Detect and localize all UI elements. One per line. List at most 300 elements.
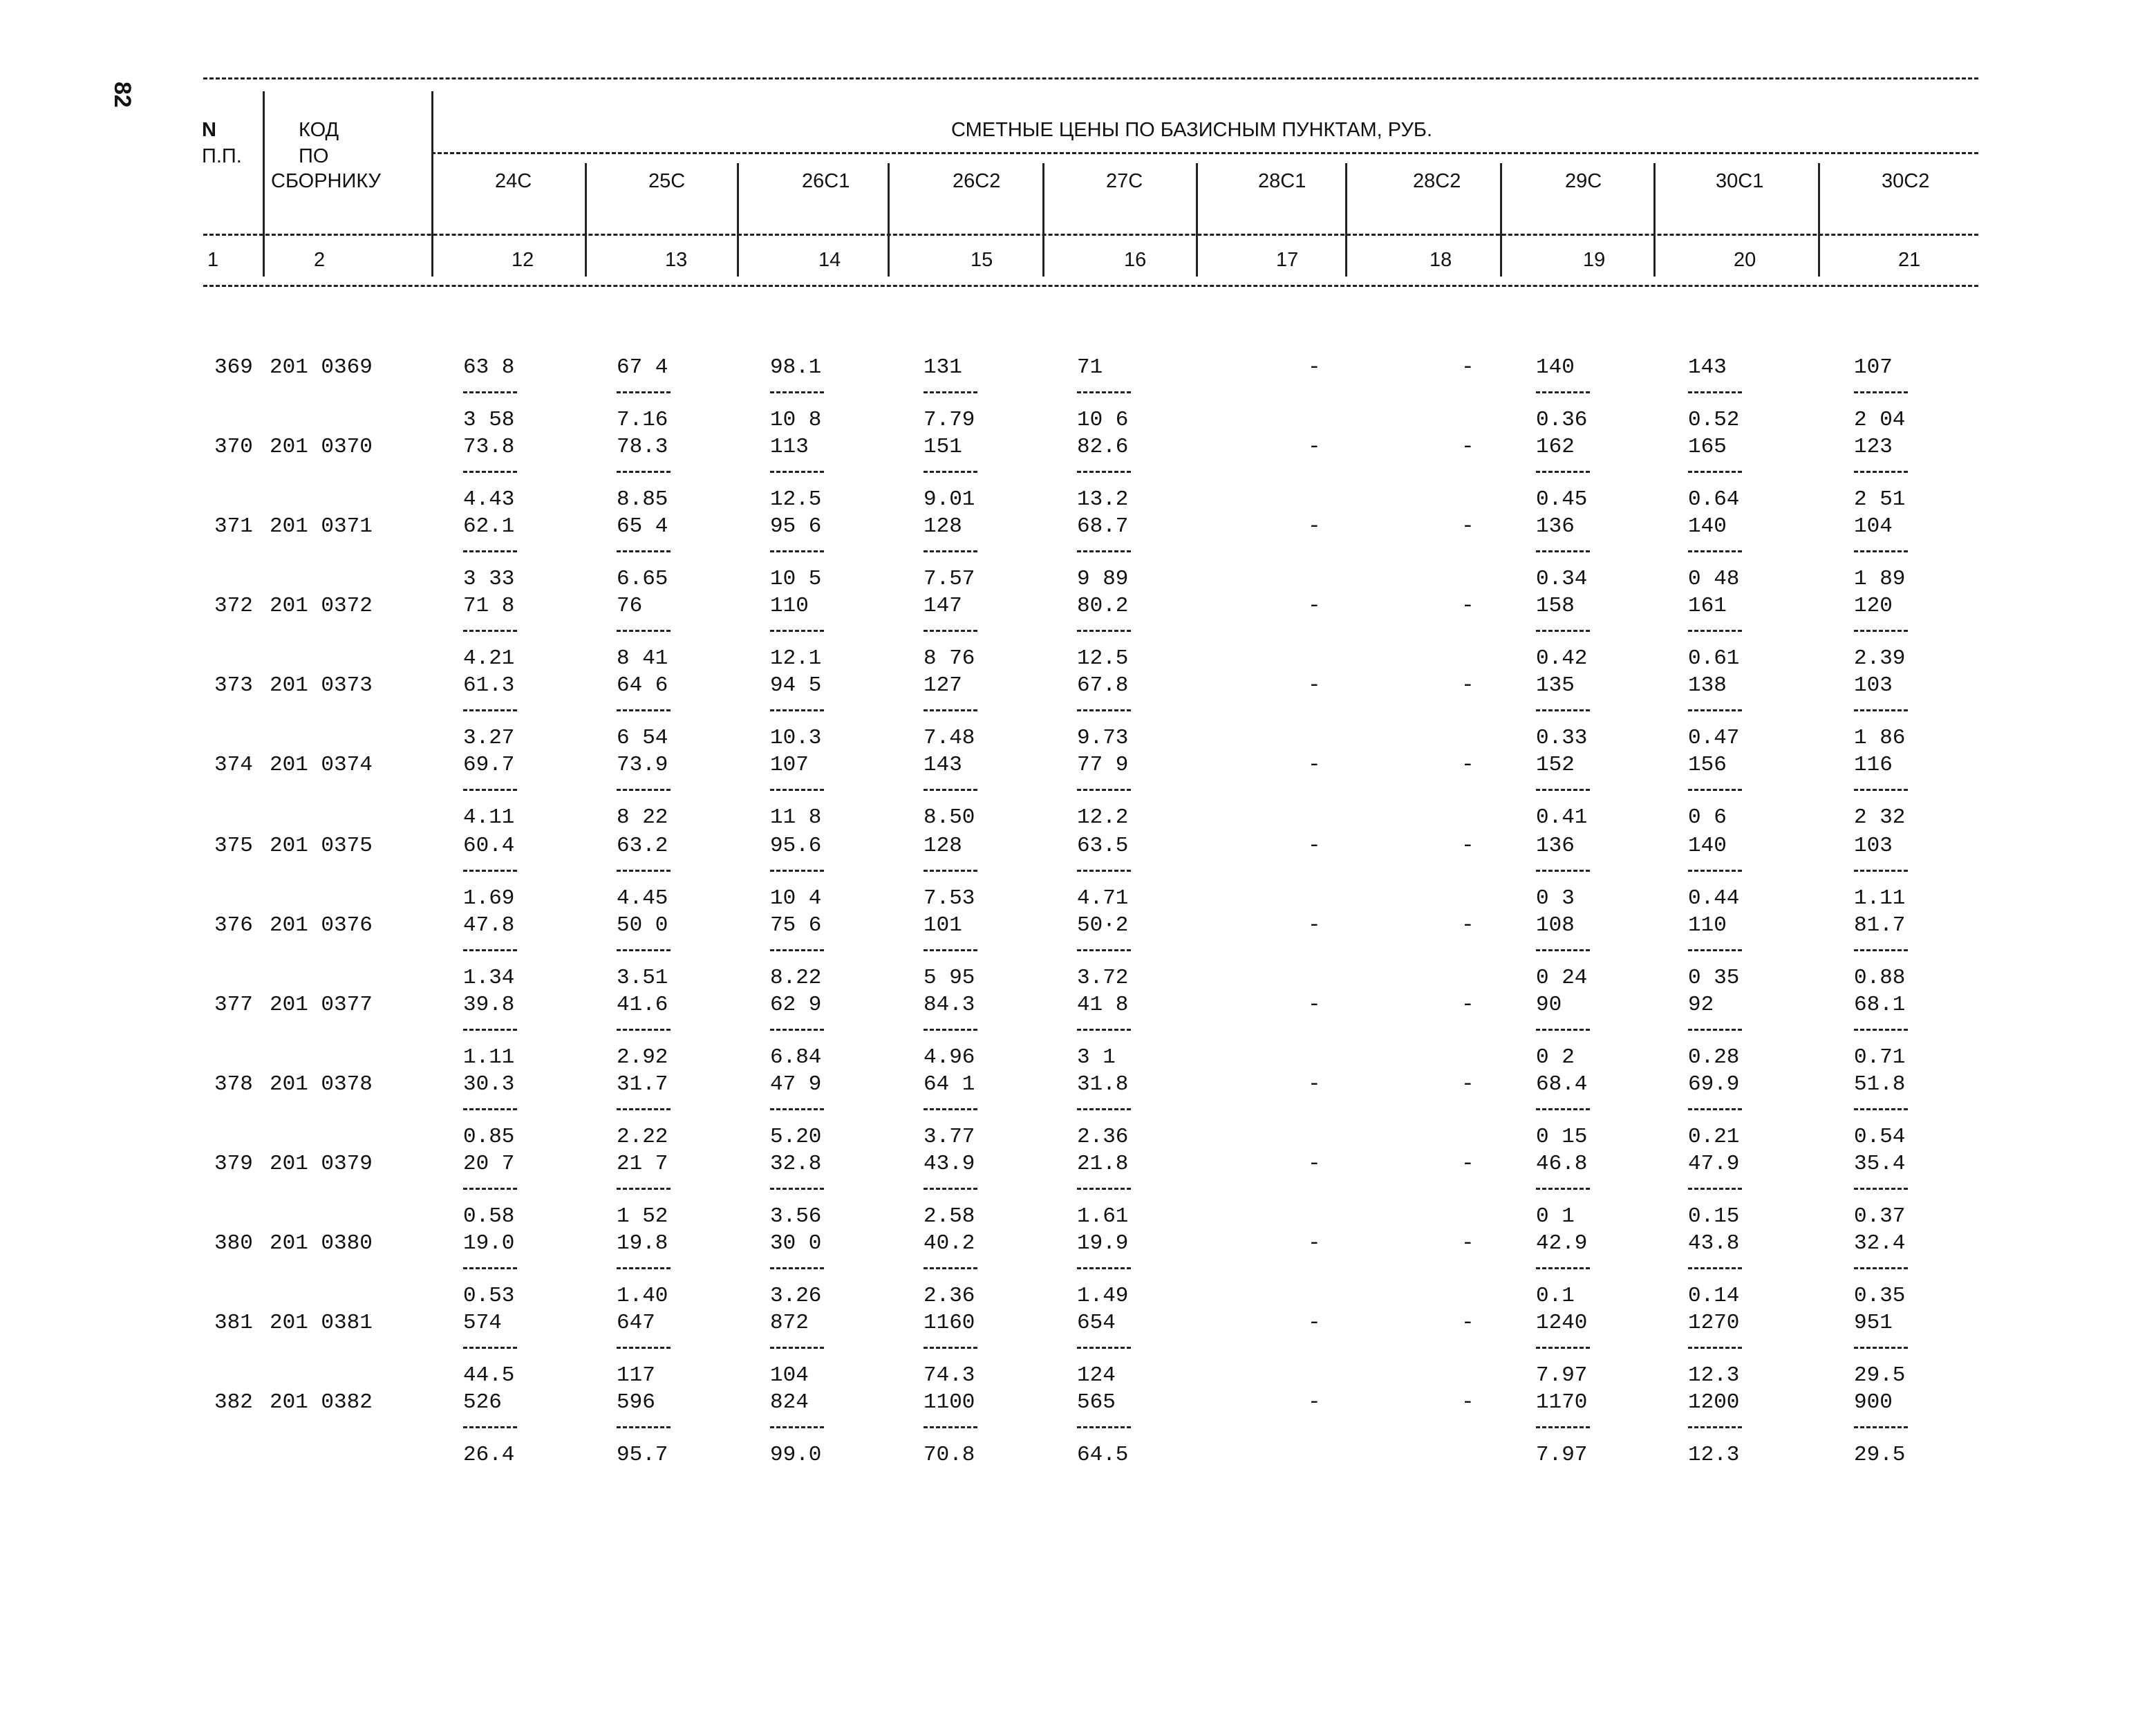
price-denominator: 4.71 bbox=[1077, 886, 1129, 910]
price-numerator: 107 bbox=[770, 753, 809, 777]
price-numerator: 140 bbox=[1536, 355, 1575, 380]
price-missing-dash: - bbox=[1461, 753, 1474, 777]
price-numerator: 19.8 bbox=[617, 1231, 668, 1255]
price-numerator: 71 8 bbox=[463, 594, 515, 618]
fraction-bar bbox=[1854, 709, 1908, 711]
column-number: 14 bbox=[818, 249, 841, 271]
price-numerator: 1100 bbox=[924, 1390, 975, 1414]
fraction-bar bbox=[924, 870, 977, 872]
row-code: 201 0377 bbox=[270, 993, 373, 1017]
fraction-bar bbox=[463, 789, 517, 791]
price-missing-dash: - bbox=[1461, 1072, 1474, 1096]
fraction-bar bbox=[1536, 1347, 1590, 1349]
price-numerator: 138 bbox=[1688, 673, 1727, 698]
fraction-bar bbox=[770, 949, 824, 951]
price-numerator: 64 1 bbox=[924, 1072, 975, 1096]
price-numerator: 94 5 bbox=[770, 673, 822, 698]
price-numerator: 67 4 bbox=[617, 355, 668, 380]
price-numerator: 77 9 bbox=[1077, 753, 1129, 777]
price-numerator: 654 bbox=[1077, 1311, 1116, 1335]
fraction-bar bbox=[463, 630, 517, 632]
price-denominator: 3.56 bbox=[770, 1204, 822, 1229]
price-numerator: 68.4 bbox=[1536, 1072, 1588, 1096]
fraction-bar bbox=[617, 391, 671, 393]
price-numerator: 1240 bbox=[1536, 1311, 1588, 1335]
price-denominator: 5.20 bbox=[770, 1125, 822, 1149]
fraction-bar bbox=[1688, 870, 1742, 872]
fraction-bar bbox=[924, 1108, 977, 1110]
price-column-header: 30С2 bbox=[1882, 170, 1930, 192]
fraction-bar bbox=[1077, 471, 1131, 473]
price-numerator: 76 bbox=[617, 594, 643, 618]
price-numerator: 73.8 bbox=[463, 435, 515, 459]
price-numerator: 21.8 bbox=[1077, 1152, 1129, 1176]
price-denominator: 104 bbox=[770, 1363, 809, 1388]
col-n-header-line1: N bbox=[202, 119, 216, 141]
fraction-bar bbox=[770, 1029, 824, 1031]
price-denominator: 7.53 bbox=[924, 886, 975, 910]
price-denominator: 2.92 bbox=[617, 1045, 668, 1070]
row-code: 201 0381 bbox=[270, 1311, 373, 1335]
price-denominator: 64.5 bbox=[1077, 1443, 1129, 1467]
fraction-bar bbox=[463, 1347, 517, 1349]
price-missing-dash: - bbox=[1461, 514, 1474, 539]
fraction-bar bbox=[1536, 471, 1590, 473]
price-denominator: 99.0 bbox=[770, 1443, 822, 1467]
price-numerator: 20 7 bbox=[463, 1152, 515, 1176]
fraction-bar bbox=[1854, 1108, 1908, 1110]
price-denominator: 44.5 bbox=[463, 1363, 515, 1388]
price-denominator: 4.21 bbox=[463, 646, 515, 671]
price-denominator: 8.85 bbox=[617, 487, 668, 512]
price-denominator: 1.49 bbox=[1077, 1284, 1129, 1308]
price-denominator: 26.4 bbox=[463, 1443, 515, 1467]
fraction-bar bbox=[770, 1188, 824, 1190]
price-denominator: 0.33 bbox=[1536, 726, 1588, 750]
price-numerator: 128 bbox=[924, 514, 962, 539]
fraction-bar bbox=[1688, 949, 1742, 951]
price-denominator: 10.3 bbox=[770, 726, 822, 750]
price-numerator: 60.4 bbox=[463, 834, 515, 858]
price-denominator: 2.58 bbox=[924, 1204, 975, 1229]
fraction-bar bbox=[1536, 1188, 1590, 1190]
price-numerator: 19.0 bbox=[463, 1231, 515, 1255]
price-missing-dash: - bbox=[1461, 355, 1474, 380]
price-numerator: 32.8 bbox=[770, 1152, 822, 1176]
price-numerator: 143 bbox=[924, 753, 962, 777]
price-denominator: 2.36 bbox=[924, 1284, 975, 1308]
price-denominator: 12.5 bbox=[1077, 646, 1129, 671]
fraction-bar bbox=[1536, 550, 1590, 552]
price-numerator: 152 bbox=[1536, 753, 1575, 777]
price-denominator: 7.57 bbox=[924, 567, 975, 591]
column-number: 13 bbox=[665, 249, 688, 271]
price-numerator: 51.8 bbox=[1854, 1072, 1906, 1096]
fraction-bar bbox=[924, 949, 977, 951]
price-denominator: 5 95 bbox=[924, 966, 975, 990]
price-numerator: 116 bbox=[1854, 753, 1893, 777]
fraction-bar bbox=[924, 471, 977, 473]
price-numerator: 63.5 bbox=[1077, 834, 1129, 858]
price-column-header: 25С bbox=[648, 170, 686, 192]
price-missing-dash: - bbox=[1308, 355, 1321, 380]
price-numerator: 123 bbox=[1854, 435, 1893, 459]
price-denominator: 0.1 bbox=[1536, 1284, 1575, 1308]
fraction-bar bbox=[1854, 391, 1908, 393]
price-numerator: 113 bbox=[770, 435, 809, 459]
price-numerator: 30 0 bbox=[770, 1231, 822, 1255]
price-column-header: 26С2 bbox=[953, 170, 1001, 192]
price-denominator: 0.35 bbox=[1854, 1284, 1906, 1308]
row-number: 371 bbox=[214, 514, 253, 539]
fraction-bar bbox=[1077, 1267, 1131, 1269]
price-missing-dash: - bbox=[1461, 435, 1474, 459]
row-code: 201 0372 bbox=[270, 594, 373, 618]
price-denominator: 117 bbox=[617, 1363, 655, 1388]
price-denominator: 124 bbox=[1077, 1363, 1116, 1388]
fraction-bar bbox=[463, 949, 517, 951]
price-numerator: 64 6 bbox=[617, 673, 668, 698]
fraction-bar bbox=[770, 789, 824, 791]
price-denominator: 1.34 bbox=[463, 966, 515, 990]
fraction-bar bbox=[770, 1267, 824, 1269]
price-denominator: 0.28 bbox=[1688, 1045, 1740, 1070]
fraction-bar bbox=[617, 789, 671, 791]
price-missing-dash: - bbox=[1461, 1390, 1474, 1414]
price-numerator: 62 9 bbox=[770, 993, 822, 1017]
price-denominator: 0.15 bbox=[1688, 1204, 1740, 1229]
price-denominator: 1 52 bbox=[617, 1204, 668, 1229]
row-code: 201 0373 bbox=[270, 673, 373, 698]
fraction-bar bbox=[1854, 1347, 1908, 1349]
price-missing-dash: - bbox=[1461, 1311, 1474, 1335]
price-denominator: 0 2 bbox=[1536, 1045, 1575, 1070]
row-number: 377 bbox=[214, 993, 253, 1017]
fraction-bar bbox=[924, 1029, 977, 1031]
fraction-bar bbox=[617, 1029, 671, 1031]
price-missing-dash: - bbox=[1308, 435, 1321, 459]
col-code-header-line3: СБОРНИКУ bbox=[271, 170, 381, 192]
header-top-rule bbox=[203, 77, 1978, 80]
row-code: 201 0375 bbox=[270, 834, 373, 858]
fraction-bar bbox=[924, 789, 977, 791]
fraction-bar bbox=[770, 1108, 824, 1110]
fraction-bar bbox=[1536, 709, 1590, 711]
fraction-bar bbox=[1077, 550, 1131, 552]
price-denominator: 29.5 bbox=[1854, 1443, 1906, 1467]
price-column-header: 27С bbox=[1106, 170, 1143, 192]
price-denominator: 13.2 bbox=[1077, 487, 1129, 512]
price-missing-dash: - bbox=[1461, 673, 1474, 698]
fraction-bar bbox=[770, 1347, 824, 1349]
row-number: 373 bbox=[214, 673, 253, 698]
price-numerator: 1160 bbox=[924, 1311, 975, 1335]
price-denominator: 0.47 bbox=[1688, 726, 1740, 750]
price-missing-dash: - bbox=[1308, 1152, 1321, 1176]
fraction-bar bbox=[1854, 1029, 1908, 1031]
price-numerator: 162 bbox=[1536, 435, 1575, 459]
fraction-bar bbox=[1854, 1426, 1908, 1428]
price-column-header: 26С1 bbox=[802, 170, 850, 192]
price-missing-dash: - bbox=[1308, 993, 1321, 1017]
price-numerator: 107 bbox=[1854, 355, 1893, 380]
price-numerator: 143 bbox=[1688, 355, 1727, 380]
price-denominator: 7.16 bbox=[617, 408, 668, 432]
fraction-bar bbox=[1536, 1267, 1590, 1269]
row-code: 201 0370 bbox=[270, 435, 373, 459]
price-numerator: 151 bbox=[924, 435, 962, 459]
price-denominator: 1.61 bbox=[1077, 1204, 1129, 1229]
fraction-bar bbox=[617, 870, 671, 872]
fraction-bar bbox=[924, 630, 977, 632]
fraction-bar bbox=[463, 709, 517, 711]
price-numerator: 75 6 bbox=[770, 913, 822, 937]
price-numerator: 596 bbox=[617, 1390, 655, 1414]
price-denominator: 0 6 bbox=[1688, 805, 1727, 830]
fraction-bar bbox=[1854, 550, 1908, 552]
price-numerator: 161 bbox=[1688, 594, 1727, 618]
price-denominator: 9.01 bbox=[924, 487, 975, 512]
fraction-bar bbox=[617, 630, 671, 632]
price-numerator: 63.2 bbox=[617, 834, 668, 858]
fraction-bar bbox=[1536, 630, 1590, 632]
price-numerator: 69.7 bbox=[463, 753, 515, 777]
fraction-bar bbox=[617, 1426, 671, 1428]
fraction-bar bbox=[617, 949, 671, 951]
price-denominator: 0.53 bbox=[463, 1284, 515, 1308]
price-numerator: 47.9 bbox=[1688, 1152, 1740, 1176]
price-denominator: 0.61 bbox=[1688, 646, 1740, 671]
price-numerator: 127 bbox=[924, 673, 962, 698]
price-numerator: 147 bbox=[924, 594, 962, 618]
price-numerator: 156 bbox=[1688, 753, 1727, 777]
price-denominator: 0.41 bbox=[1536, 805, 1588, 830]
price-denominator: 8.50 bbox=[924, 805, 975, 830]
price-denominator: 74.3 bbox=[924, 1363, 975, 1388]
header-column-separator bbox=[431, 91, 433, 277]
price-numerator: 35.4 bbox=[1854, 1152, 1906, 1176]
header-column-separator bbox=[585, 163, 587, 277]
row-number: 374 bbox=[214, 753, 253, 777]
price-denominator: 8 41 bbox=[617, 646, 668, 671]
price-numerator: 62.1 bbox=[463, 514, 515, 539]
price-numerator: 65 4 bbox=[617, 514, 668, 539]
row-number: 375 bbox=[214, 834, 253, 858]
price-denominator: 6.84 bbox=[770, 1045, 822, 1070]
price-numerator: 872 bbox=[770, 1311, 809, 1335]
price-column-header: 28С1 bbox=[1258, 170, 1306, 192]
price-numerator: 140 bbox=[1688, 834, 1727, 858]
fraction-bar bbox=[463, 391, 517, 393]
price-numerator: 30.3 bbox=[463, 1072, 515, 1096]
col-code-header-line2: ПО bbox=[299, 145, 329, 167]
price-missing-dash: - bbox=[1308, 834, 1321, 858]
fraction-bar bbox=[1688, 1267, 1742, 1269]
price-denominator: 4.11 bbox=[463, 805, 515, 830]
row-number: 369 bbox=[214, 355, 253, 380]
fraction-bar bbox=[617, 550, 671, 552]
price-numerator: 1200 bbox=[1688, 1390, 1740, 1414]
fraction-bar bbox=[463, 1029, 517, 1031]
price-denominator: 0.54 bbox=[1854, 1125, 1906, 1149]
price-denominator: 0.71 bbox=[1854, 1045, 1906, 1070]
price-numerator: 92 bbox=[1688, 993, 1714, 1017]
price-denominator: 4.43 bbox=[463, 487, 515, 512]
header-column-separator bbox=[1653, 163, 1656, 277]
fraction-bar bbox=[770, 630, 824, 632]
row-number: 380 bbox=[214, 1231, 253, 1255]
price-denominator: 8.22 bbox=[770, 966, 822, 990]
price-numerator: 42.9 bbox=[1536, 1231, 1588, 1255]
price-denominator: 2 32 bbox=[1854, 805, 1906, 830]
header-mid-rule bbox=[431, 152, 1978, 154]
price-numerator: 40.2 bbox=[924, 1231, 975, 1255]
price-denominator: 4.45 bbox=[617, 886, 668, 910]
header-column-separator bbox=[1345, 163, 1347, 277]
price-denominator: 0.64 bbox=[1688, 487, 1740, 512]
fraction-bar bbox=[617, 709, 671, 711]
price-denominator: 0.14 bbox=[1688, 1284, 1740, 1308]
price-numerator: 71 bbox=[1077, 355, 1103, 380]
price-numerator: 21 7 bbox=[617, 1152, 668, 1176]
price-denominator: 0.34 bbox=[1536, 567, 1588, 591]
price-numerator: 73.9 bbox=[617, 753, 668, 777]
price-numerator: 50·2 bbox=[1077, 913, 1129, 937]
row-code: 201 0371 bbox=[270, 514, 373, 539]
price-numerator: 135 bbox=[1536, 673, 1575, 698]
fraction-bar bbox=[1077, 630, 1131, 632]
price-numerator: 69.9 bbox=[1688, 1072, 1740, 1096]
price-numerator: 158 bbox=[1536, 594, 1575, 618]
fraction-bar bbox=[1536, 789, 1590, 791]
price-numerator: 951 bbox=[1854, 1311, 1893, 1335]
header-column-separator bbox=[737, 163, 739, 277]
fraction-bar bbox=[770, 391, 824, 393]
price-denominator: 7.48 bbox=[924, 726, 975, 750]
fraction-bar bbox=[770, 709, 824, 711]
price-numerator: 574 bbox=[463, 1311, 502, 1335]
price-denominator: 2 04 bbox=[1854, 408, 1906, 432]
price-denominator: 10 5 bbox=[770, 567, 822, 591]
column-number: 19 bbox=[1583, 249, 1606, 271]
price-numerator: 47.8 bbox=[463, 913, 515, 937]
column-number: 18 bbox=[1429, 249, 1452, 271]
fraction-bar bbox=[1854, 789, 1908, 791]
fraction-bar bbox=[1688, 789, 1742, 791]
price-numerator: 95.6 bbox=[770, 834, 822, 858]
price-denominator: 0.52 bbox=[1688, 408, 1740, 432]
row-code: 201 0376 bbox=[270, 913, 373, 937]
price-denominator: 0.85 bbox=[463, 1125, 515, 1149]
price-denominator: 2 51 bbox=[1854, 487, 1906, 512]
fraction-bar bbox=[1077, 1426, 1131, 1428]
fraction-bar bbox=[770, 870, 824, 872]
fraction-bar bbox=[463, 870, 517, 872]
fraction-bar bbox=[1688, 709, 1742, 711]
price-denominator: 7.97 bbox=[1536, 1443, 1588, 1467]
fraction-bar bbox=[1536, 949, 1590, 951]
header-column-separator bbox=[1042, 163, 1044, 277]
price-numerator: 165 bbox=[1688, 435, 1727, 459]
row-number: 382 bbox=[214, 1390, 253, 1414]
fraction-bar bbox=[924, 1188, 977, 1190]
fraction-bar bbox=[463, 1188, 517, 1190]
price-denominator: 3.77 bbox=[924, 1125, 975, 1149]
price-denominator: 3.51 bbox=[617, 966, 668, 990]
fraction-bar bbox=[1077, 1347, 1131, 1349]
header-bottom-rule bbox=[203, 285, 1978, 287]
fraction-bar bbox=[924, 1426, 977, 1428]
price-denominator: 0.45 bbox=[1536, 487, 1588, 512]
price-missing-dash: - bbox=[1308, 1072, 1321, 1096]
price-denominator: 10 6 bbox=[1077, 408, 1129, 432]
price-denominator: 0.21 bbox=[1688, 1125, 1740, 1149]
price-missing-dash: - bbox=[1308, 913, 1321, 937]
column-number: 16 bbox=[1124, 249, 1147, 271]
price-numerator: 95 6 bbox=[770, 514, 822, 539]
price-numerator: 108 bbox=[1536, 913, 1575, 937]
col-code-header-line1: КОД bbox=[299, 119, 339, 141]
fraction-bar bbox=[1854, 949, 1908, 951]
price-denominator: 1.40 bbox=[617, 1284, 668, 1308]
price-denominator: 1 89 bbox=[1854, 567, 1906, 591]
price-numerator: 526 bbox=[463, 1390, 502, 1414]
price-numerator: 131 bbox=[924, 355, 962, 380]
fraction-bar bbox=[1854, 630, 1908, 632]
row-code: 201 0369 bbox=[270, 355, 373, 380]
fraction-bar bbox=[1077, 870, 1131, 872]
price-denominator: 0.44 bbox=[1688, 886, 1740, 910]
price-numerator: 98.1 bbox=[770, 355, 822, 380]
price-missing-dash: - bbox=[1461, 594, 1474, 618]
fraction-bar bbox=[617, 1347, 671, 1349]
price-numerator: 900 bbox=[1854, 1390, 1893, 1414]
price-numerator: 136 bbox=[1536, 514, 1575, 539]
fraction-bar bbox=[1854, 870, 1908, 872]
price-denominator: 3.26 bbox=[770, 1284, 822, 1308]
price-denominator: 7.79 bbox=[924, 408, 975, 432]
column-number: 12 bbox=[512, 249, 534, 271]
price-denominator: 1.11 bbox=[463, 1045, 515, 1070]
column-number: 15 bbox=[971, 249, 993, 271]
price-numerator: 78.3 bbox=[617, 435, 668, 459]
price-numerator: 43.9 bbox=[924, 1152, 975, 1176]
price-denominator: 0.58 bbox=[463, 1204, 515, 1229]
price-numerator: 46.8 bbox=[1536, 1152, 1588, 1176]
price-missing-dash: - bbox=[1308, 1390, 1321, 1414]
price-denominator: 3 1 bbox=[1077, 1045, 1116, 1070]
fraction-bar bbox=[1688, 1188, 1742, 1190]
price-denominator: 12.1 bbox=[770, 646, 822, 671]
fraction-bar bbox=[1077, 949, 1131, 951]
price-missing-dash: - bbox=[1461, 1231, 1474, 1255]
fraction-bar bbox=[1854, 1188, 1908, 1190]
header-column-separator bbox=[1196, 163, 1198, 277]
price-denominator: 95.7 bbox=[617, 1443, 668, 1467]
price-numerator: 90 bbox=[1536, 993, 1562, 1017]
fraction-bar bbox=[463, 550, 517, 552]
header-column-separator bbox=[1500, 163, 1502, 277]
price-numerator: 32.4 bbox=[1854, 1231, 1906, 1255]
table-title: СМЕТНЫЕ ЦЕНЫ ПО БАЗИСНЫМ ПУНКТАМ, РУБ. bbox=[951, 119, 1432, 141]
price-denominator: 1.69 bbox=[463, 886, 515, 910]
price-denominator: 2.36 bbox=[1077, 1125, 1129, 1149]
price-denominator: 3 58 bbox=[463, 408, 515, 432]
price-numerator: 647 bbox=[617, 1311, 655, 1335]
price-missing-dash: - bbox=[1308, 673, 1321, 698]
price-numerator: 31.8 bbox=[1077, 1072, 1129, 1096]
price-denominator: 3.72 bbox=[1077, 966, 1129, 990]
